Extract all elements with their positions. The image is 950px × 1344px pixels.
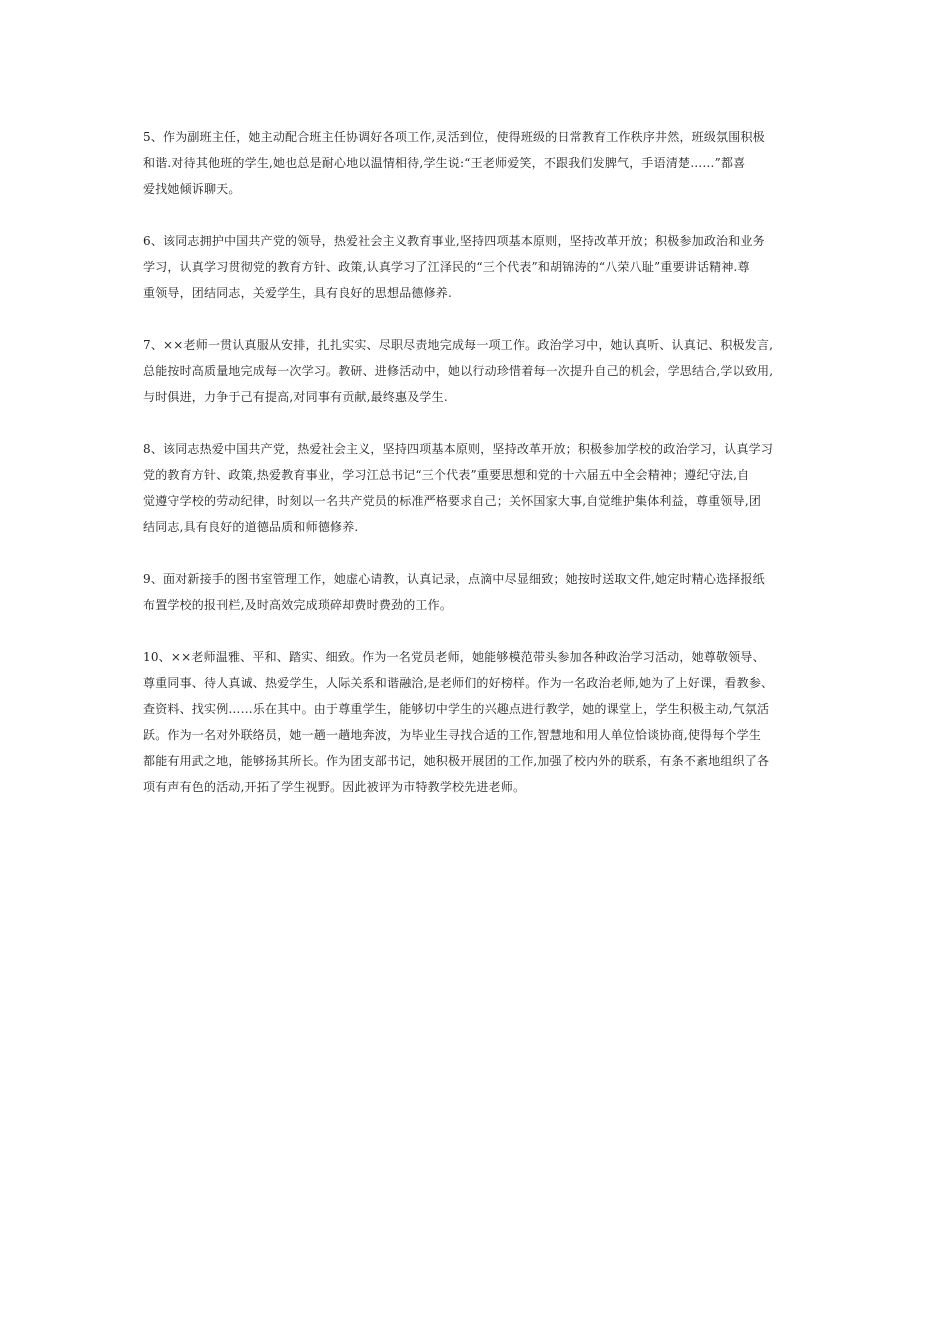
paragraph-line: 尊重同事、待人真诚、热爱学生，人际关系和谐融洽,是老师们的好榜样。作为一名政治老师,她为了上好课，看教参、 [143,676,774,690]
paragraph-line: 学习，认真学习贯彻党的教育方针、政策,认真学习了江泽民的“三个代表”和胡锦涛的“八荣八耻”重要讲话精神.尊 [143,260,750,274]
paragraph-8 [143,436,811,540]
paragraph-line: 查资料、找实例……乐在其中。由于尊重学生，能够切中学生的兴趣点进行教学，她的课堂上，学生积极主动,气氛活 [143,702,770,716]
paragraph-line: 党的教育方针、政策,热爱教育事业，学习江总书记“三个代表”重要思想和党的十六届五中全会精神；遵纪守法,自 [143,468,750,482]
paragraph-line: 布置学校的报刊栏,及时高效完成琐碎却费时费劲的工作。 [143,598,453,612]
document-body [143,124,811,826]
paragraph-line: 和谐.对待其他班的学生,她也总是耐心地以温情相待,学生说:“王老师爱笑，不跟我们发脾气，手语清楚……”都喜 [143,156,746,170]
paragraph-6 [143,228,811,306]
paragraph-5 [143,124,811,202]
paragraph-line: 总能按时高质量地完成每一次学习。教研、进修活动中，她以行动珍惜着每一次提升自己的机会，学思结合,学以致用, [143,364,774,378]
paragraph-line: 与时俱进，力争于己有提高,对同事有贡献,最终惠及学生. [143,390,448,404]
paragraph-line: 爱找她倾诉聊天。 [143,182,241,196]
paragraph-10 [143,644,811,800]
paragraph-line: 跃。作为一名对外联络员，她一趟一趟地奔波，为毕业生寻找合适的工作,智慧地和用人单位恰谈协商,使得每个学生 [143,728,762,742]
paragraph-line: 8、该同志热爱中国共产党，热爱社会主义，坚持四项基本原则，坚持改革开放；积极参加学校的政治学习，认真学习 [143,442,774,456]
paragraph-line: 5、作为副班主任，她主动配合班主任协调好各项工作,灵活到位，使得班级的日常教育工作秩序井然，班级氛围积极 [143,130,765,144]
paragraph-line: 9、面对新接手的图书室管理工作，她虚心请教，认真记录，点滴中尽显细致；她按时送取文件,她定时精心选择报纸 [143,572,765,586]
paragraph-line: 觉遵守学校的劳动纪律，时刻以一名共产党员的标准严格要求自己；关怀国家大事,自觉维护集体利益，尊重领导,团 [143,494,762,508]
paragraph-line: 10、××老师温雅、平和、踏实、细致。作为一名党员老师，她能够模范带头参加各种政治学习活动，她尊敬领导、 [143,650,765,664]
paragraph-line: 项有声有色的活动,开拓了学生视野。因此被评为市特教学校先进老师。 [143,780,526,794]
paragraph-7 [143,332,811,410]
paragraph-line: 重领导，团结同志，关爱学生，具有良好的思想品德修养. [143,286,453,300]
paragraph-line: 7、××老师一贯认真服从安排，扎扎实实、尽职尽责地完成每一项工作。政治学习中，她认真听、认真记、积极发言, [143,338,774,352]
paragraph-line: 6、该同志拥护中国共产党的领导，热爱社会主义教育事业,坚持四项基本原则，坚持改革开放；积极参加政治和业务 [143,234,765,248]
paragraph-line: 结同志,具有良好的道德品质和师德修养. [143,520,359,534]
paragraph-9 [143,566,811,618]
paragraph-line: 都能有用武之地，能够扬其所长。作为团支部书记，她积极开展团的工作,加强了校内外的联系，有条不紊地组织了各 [143,754,770,768]
